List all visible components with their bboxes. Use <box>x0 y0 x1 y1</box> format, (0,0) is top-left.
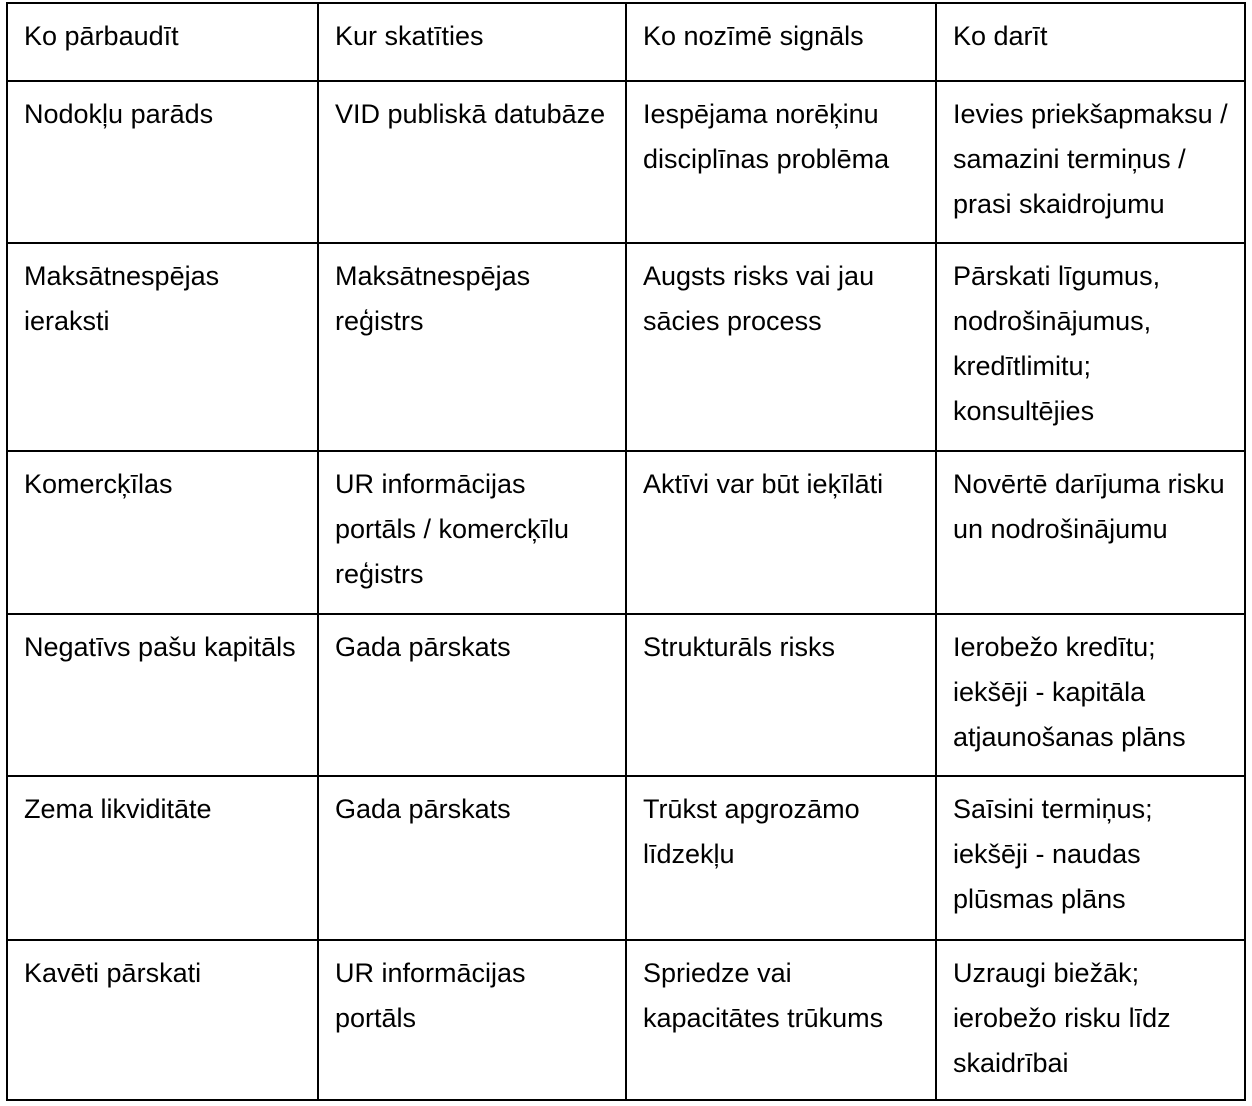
table-cell: Spriedze vai kapacitātes trūkums <box>626 940 936 1100</box>
table-cell: Augsts risks vai jau sācies process <box>626 243 936 451</box>
table-row <box>7 940 1245 1100</box>
table-cell: Strukturāls risks <box>626 614 936 776</box>
table-row <box>7 243 1245 451</box>
table-cell: Maksātnespējas ieraksti <box>7 243 318 451</box>
table-cell: Ievies priekšapmaksu / samazini termiņus / prasi skaidrojumu <box>936 81 1245 243</box>
table-cell: Aktīvi var būt ieķīlāti <box>626 451 936 614</box>
table-row <box>7 81 1245 243</box>
table-cell: VID publiskā datubāze <box>318 81 626 243</box>
table-cell: Negatīvs pašu kapitāls <box>7 614 318 776</box>
table-cell: Uzraugi biežāk; ierobežo risku līdz skaidrībai <box>936 940 1245 1100</box>
table-cell: Iespējama norēķinu disciplīnas problēma <box>626 81 936 243</box>
table-cell: Trūkst apgrozāmo līdzekļu <box>626 776 936 940</box>
header-cell-where: Kur skatīties <box>318 3 626 81</box>
table-cell: Novērtē darījuma risku un nodrošinājumu <box>936 451 1245 614</box>
table-row <box>7 776 1245 940</box>
header-cell-action: Ko darīt <box>936 3 1245 81</box>
table-cell: Nodokļu parāds <box>7 81 318 243</box>
table-cell: Komercķīlas <box>7 451 318 614</box>
table-cell: Ierobežo kredītu; iekšēji - kapitāla atjaunošanas plāns <box>936 614 1245 776</box>
risk-check-table <box>6 2 1246 1101</box>
table-row <box>7 451 1245 614</box>
table-header-row <box>7 3 1245 81</box>
table-cell: Gada pārskats <box>318 614 626 776</box>
table-cell: UR informācijas portāls <box>318 940 626 1100</box>
table-cell: Maksātnespējas reģistrs <box>318 243 626 451</box>
table-cell: Zema likviditāte <box>7 776 318 940</box>
table-cell: Gada pārskats <box>318 776 626 940</box>
table-cell: UR informācijas portāls / komercķīlu reģistrs <box>318 451 626 614</box>
table-cell: Pārskati līgumus, nodrošinājumus, kredītlimitu; konsultējies <box>936 243 1245 451</box>
table-row <box>7 614 1245 776</box>
table-cell: Saīsini termiņus; iekšēji - naudas plūsmas plāns <box>936 776 1245 940</box>
header-cell-check: Ko pārbaudīt <box>7 3 318 81</box>
header-cell-signal: Ko nozīmē signāls <box>626 3 936 81</box>
table-cell: Kavēti pārskati <box>7 940 318 1100</box>
